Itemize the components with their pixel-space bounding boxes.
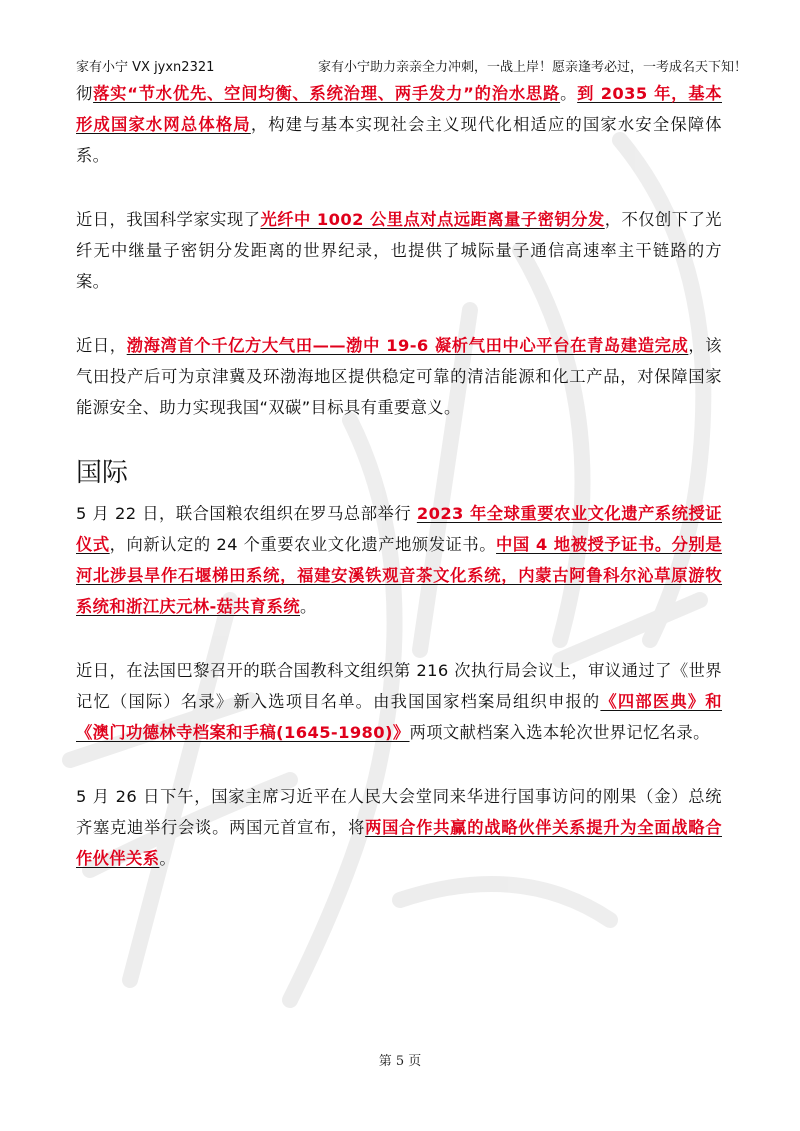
header-left-text: 家有小宁 VX jyxn2321 bbox=[76, 60, 215, 75]
highlight-segment: 光纤中 1002 公里点对点远距离量子密钥分发 bbox=[260, 210, 605, 229]
text-segment: 近日， bbox=[76, 336, 127, 355]
paragraph-water-network bbox=[76, 78, 722, 171]
highlight-segment: 《四部医典》和《澳门功德林寺档案和手稿(1645-1980)》 bbox=[76, 692, 722, 742]
highlight-segment: 落实“节水优先、空间均衡、系统治理、两手发力”的治水思路 bbox=[93, 84, 561, 103]
text-segment: ，构建与基本实现社会主义现代化相适应的国家水安全保障体系。 bbox=[76, 115, 722, 165]
highlight-segment: 渤海湾首个千亿方大气田——渤中 19-6 凝析气田中心平台在青岛建造完成 bbox=[126, 336, 689, 355]
document-body bbox=[76, 78, 722, 907]
highlight-segment: 2023 年全球重要农业文化遗产系统授证仪式 bbox=[76, 504, 722, 554]
text-segment: 彻 bbox=[76, 84, 94, 103]
page-header bbox=[76, 56, 748, 76]
text-segment: 近日，我国科学家实现了 bbox=[76, 210, 261, 229]
highlight-segment: 到 2035 年，基本形成国家水网总体格局 bbox=[76, 84, 722, 134]
text-segment: 近日，在法国巴黎召开的联合国教科文组织第 216 次执行局会议上，审议通过了《世界记忆（国际）名录》新入选项目名单。由我国国家档案局组织申报的 bbox=[76, 661, 722, 711]
paragraph-bohai-gasfield bbox=[76, 330, 722, 423]
page-number: 第 5 页 bbox=[378, 1054, 422, 1069]
header-slogan: 家有小宁助力亲亲全力冲刺，一战上岸！愿亲逢考必过，一考成名天下知！ bbox=[318, 60, 748, 75]
paragraph-memory-of-world bbox=[76, 655, 722, 748]
highlight-segment: 两国合作共赢的战略伙伴关系提升为全面战略合作伙伴关系 bbox=[76, 818, 722, 868]
text-segment: 。 bbox=[159, 849, 177, 868]
text-segment: ，该气田投产后可为京津冀及环渤海地区提供稳定可靠的清洁能源和化工产品，对保障国家能源安全、助力实现我国“双碳”目标具有重要意义。 bbox=[76, 336, 722, 417]
highlight-segment: 中国 4 地被授予证书。分别是河北涉县旱作石堰梯田系统，福建安溪铁观音茶文化系统，内蒙古阿鲁科尔沁草原游牧系统和浙江庆元林-菇共育系统 bbox=[76, 535, 723, 616]
text-segment: 。 bbox=[560, 84, 578, 103]
text-segment: 5 月 22 日，联合国粮农组织在罗马总部举行 bbox=[76, 504, 417, 523]
text-segment: 两项文献档案入选本轮次世界记忆名录。 bbox=[409, 723, 710, 742]
text-segment: 。 bbox=[300, 597, 317, 616]
paragraph-drc-talks bbox=[76, 781, 722, 874]
paragraph-fao-heritage bbox=[76, 498, 722, 622]
paragraph-quantum-key bbox=[76, 204, 722, 297]
text-segment: ，不仅创下了光纤无中继量子密钥分发距离的世界纪录，也提供了城际量子通信高速率主干链路的方案。 bbox=[76, 210, 722, 291]
text-segment: ，向新认定的 24 个重要农业文化遗产地颁发证书。 bbox=[109, 535, 497, 554]
text-segment: 5 月 26 日下午，国家主席习近平在人民大会堂同来华进行国事访问的刚果（金）总统齐塞克迪举行会谈。两国元首宣布，将 bbox=[76, 787, 722, 837]
section-title-international: 国际 bbox=[76, 458, 129, 488]
